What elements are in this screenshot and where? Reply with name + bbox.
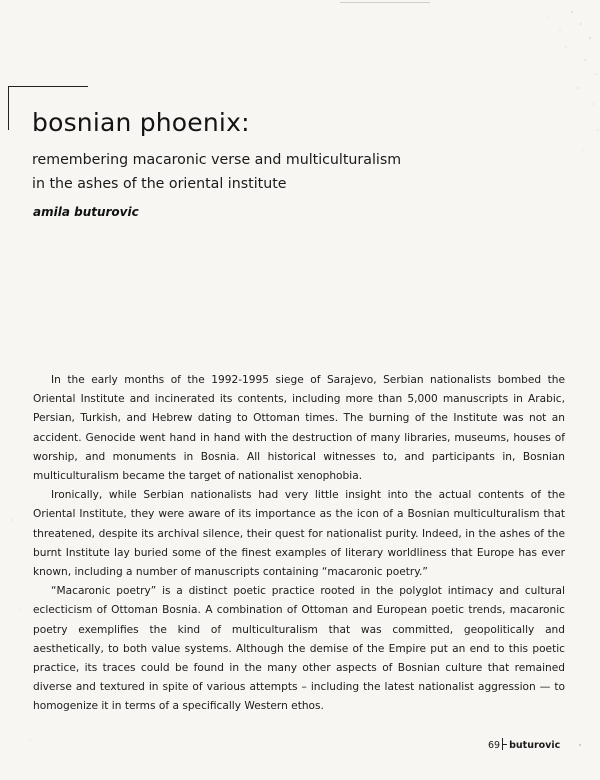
article-subtitle [32,148,401,196]
page-number: 69 [488,740,501,751]
scan-edge-line [340,2,430,3]
article-title: bosnian phoenix: [32,108,250,137]
page-footer [488,738,560,751]
article-body [33,371,565,717]
running-head: buturovic [509,740,561,751]
body-paragraph: Ironically, while Serbian nationalists had very little insight into the actual contents of the Oriental Institute, they were aware of its importance as the icon of a Bosnian multiculturalism that threatened, despite its archival silence, their quest for nationalist purity. Indeed, in the ashes of the burnt Institute lay buried some of the finest examples of literary worldliness that Europe has ever known, including a number of manuscripts containing “macaronic poetry.” [33,489,565,579]
subtitle-line: in the ashes of the oriental institute [32,176,287,192]
body-paragraph: “Macaronic poetry” is a distinct poetic practice rooted in the polyglot intimacy and cultural eclecticism of Ottoman Bosnia. A combination of Ottoman and European poetic trends, macaronic poetry exemplifies the kind of multiculturalism that was committed, geopolitically and aesthetically, to both value systems. Although the demise of the Empire put an end to this poetic practice, its traces could be found in the many other aspects of Bosnian culture that remained diverse and textured in spite of various attempts – including the latest nationalist aggression — to homogenize it in terms of a specifically Western ethos. [33,585,565,713]
folio-separator [502,738,503,750]
body-paragraph: In the early months of the 1992-1995 siege of Sarajevo, Serbian nationalists bombed the Oriental Institute and incinerated its contents, including more than 5,000 manuscripts in Arabic, Persian, Turkish, and Hebrew dating to Ottoman times. The burning of the Institute was not an accident. Genocide went hand in hand with the destruction of many libraries, museums, houses of worship, and monuments in Bosnia. All historical witnesses to, and participants in, Bosnian multiculturalism became the target of nationalist xenophobia. [33,374,565,483]
author-name: amila buturovic [33,205,139,219]
subtitle-line: remembering macaronic verse and multiculturalism [32,152,402,168]
